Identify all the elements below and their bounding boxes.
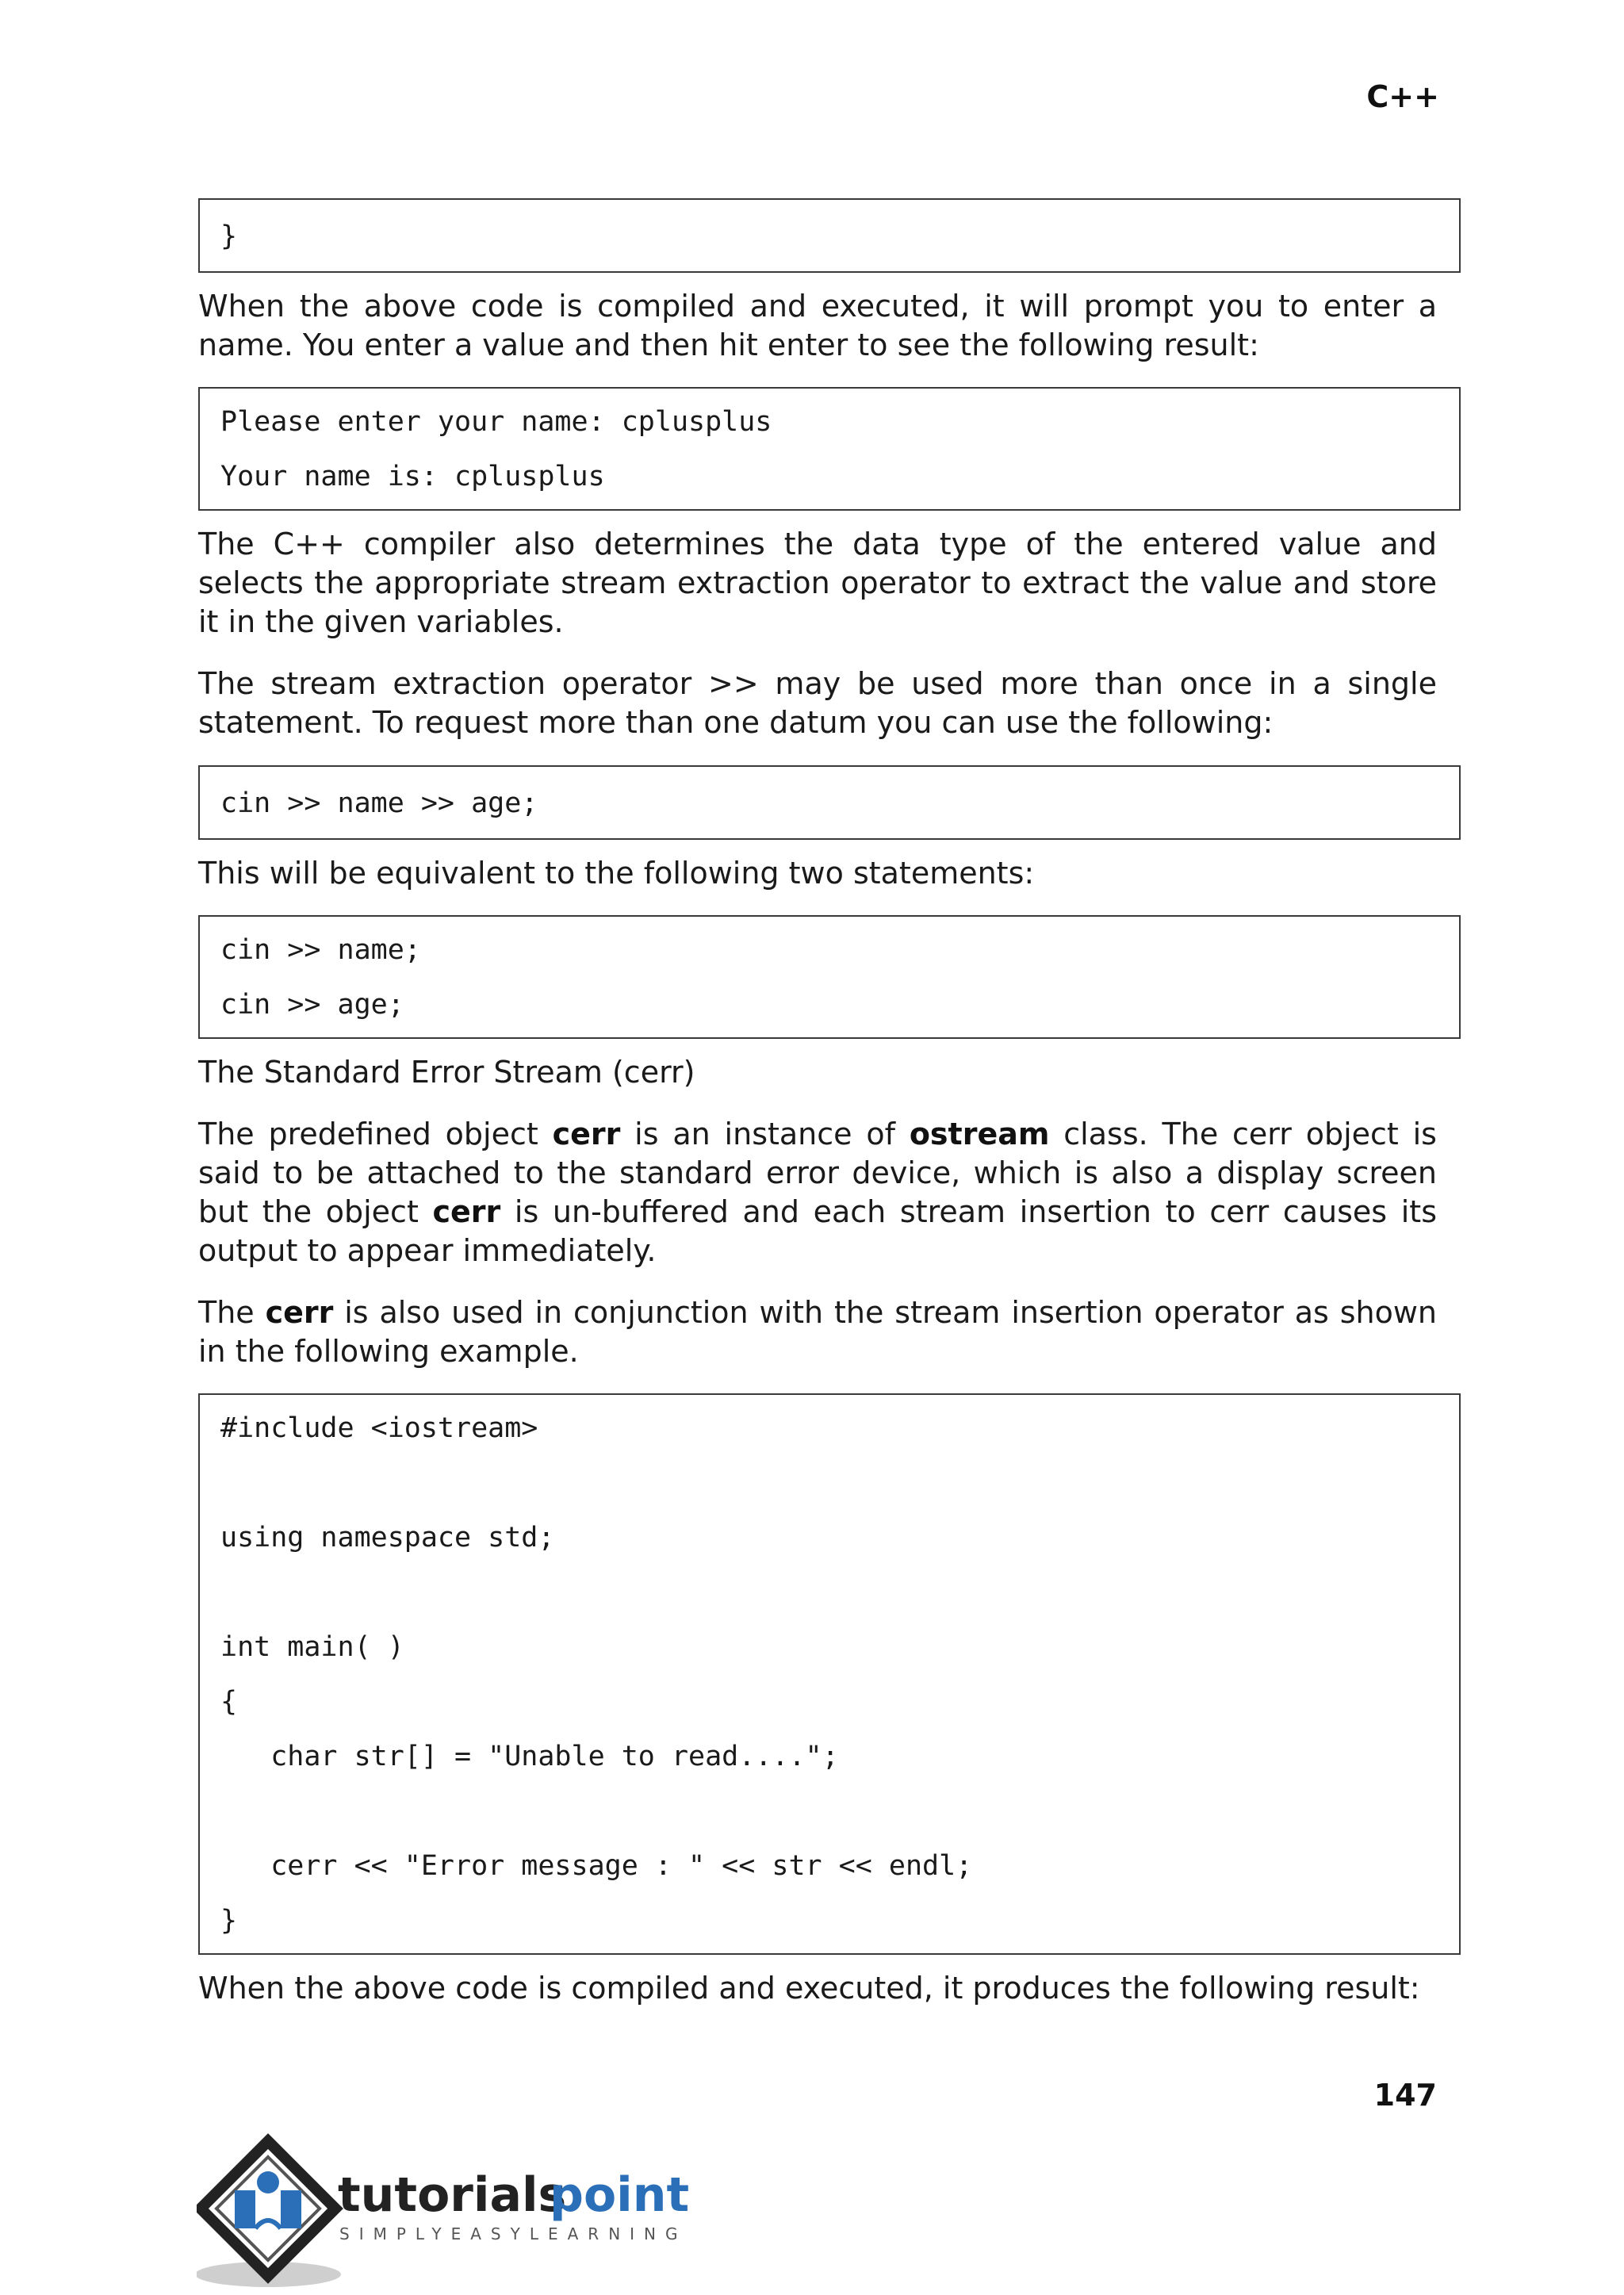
output-block-name-result bbox=[198, 387, 1461, 511]
code-line-blank bbox=[220, 1784, 1438, 1839]
text-run: is un-buffered and each stream insertion to cerr causes its output to appear immediately. bbox=[198, 1194, 1437, 1268]
paragraph-compiler-types: The C++ compiler also determines the data type of the entered value and selects the appropriate stream extraction operator to extract the value and store it in the given variables. bbox=[198, 527, 1437, 639]
logo-tagline: SIMPLYEASYLEARNING bbox=[339, 2224, 688, 2243]
logo-brand-point: point bbox=[550, 2167, 688, 2223]
code-block-cin-separate bbox=[198, 915, 1461, 1039]
code-line-blank bbox=[220, 1565, 1438, 1620]
text-run: The bbox=[198, 1295, 266, 1330]
output-line: Please enter your name: cplusplus bbox=[220, 406, 772, 438]
code-line: cin >> name; bbox=[220, 934, 421, 966]
code-line: { bbox=[220, 1686, 238, 1718]
logo-graphic bbox=[197, 2133, 688, 2292]
text-run: is an instance of bbox=[620, 1117, 910, 1151]
logo-brand-tutorials: tutorials bbox=[338, 2167, 567, 2223]
paragraph-extraction-operator: The stream extraction operator >> may be used more than once in a single statement. To request more than one datum you can use the following: bbox=[198, 666, 1437, 740]
code-line: int main( ) bbox=[220, 1631, 404, 1663]
section-heading-cerr: The Standard Error Stream (cerr) bbox=[198, 1055, 695, 1090]
output-line: Your name is: cplusplus bbox=[220, 461, 605, 492]
paragraph-equivalent-statements: This will be equivalent to the following two statements: bbox=[198, 856, 1035, 891]
tutorialspoint-logo bbox=[197, 2133, 688, 2292]
paragraph-prompt-description: When the above code is compiled and executed, it will prompt you to enter a name. You enter a value and then hit enter to see the following result: bbox=[198, 289, 1437, 362]
code-block-cerr-example bbox=[198, 1393, 1461, 1955]
code-line: cin >> age; bbox=[220, 989, 404, 1021]
bold-term-cerr: cerr bbox=[552, 1117, 621, 1151]
paragraph-cerr-usage bbox=[198, 1293, 1437, 1371]
code-line: cerr << "Error message : " << str << endl; bbox=[220, 1850, 973, 1882]
code-line: char str[] = "Unable to read...."; bbox=[220, 1741, 839, 1772]
code-line: cin >> name >> age; bbox=[220, 787, 538, 819]
code-line: using namespace std; bbox=[220, 1522, 555, 1554]
text-run: is also used in conjunction with the stream insertion operator as shown in the following example. bbox=[198, 1295, 1437, 1369]
text-run: The predefined object bbox=[198, 1117, 553, 1151]
code-line: #include <iostream> bbox=[220, 1412, 538, 1444]
paragraph-cerr-description bbox=[198, 1115, 1437, 1270]
code-line: } bbox=[220, 220, 238, 252]
bold-term-ostream: ostream bbox=[909, 1117, 1050, 1151]
text-run: class. The cerr object is said to be attached to the standard error device, which is also a display screen but the object bbox=[198, 1117, 1437, 1229]
document-header-title: C++ bbox=[1366, 79, 1439, 114]
bold-term-cerr: cerr bbox=[432, 1194, 501, 1229]
page-content bbox=[198, 198, 1435, 2008]
code-block-cin-chain bbox=[198, 765, 1461, 840]
bold-term-cerr: cerr bbox=[265, 1295, 334, 1330]
code-line: } bbox=[220, 1905, 238, 1937]
code-line-blank bbox=[220, 1456, 1438, 1511]
page-number: 147 bbox=[1373, 2078, 1437, 2113]
code-block-closing-brace bbox=[198, 198, 1461, 273]
paragraph-result-intro: When the above code is compiled and executed, it produces the following result: bbox=[198, 1971, 1420, 2006]
